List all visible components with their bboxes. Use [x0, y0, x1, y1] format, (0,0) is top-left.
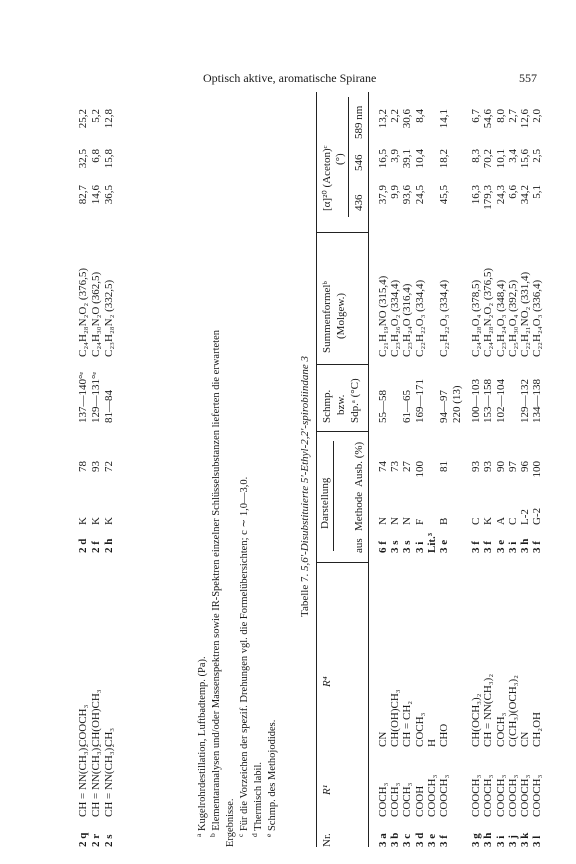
cell-r4: COCH₃ — [413, 712, 426, 747]
cell-nr: 3 e — [425, 833, 438, 847]
cell-schmp: 94—97 — [438, 390, 450, 423]
cell-aus: 3 i — [506, 541, 519, 553]
cell-nr: 3 g — [470, 833, 483, 847]
cell-r1: COCH₃ — [377, 782, 389, 817]
cell-r4: CH(OH)CH₃ — [90, 689, 102, 747]
cell-alpha-436: 45,5 — [438, 185, 450, 205]
cell-nr: 3 b — [389, 832, 402, 847]
cell-alpha-546: 6,8 — [90, 149, 102, 163]
cell-r1: COCH₃ — [389, 782, 402, 817]
alpha-rule — [348, 97, 349, 217]
cell-ausb: 96 — [519, 461, 531, 472]
footnote-c: $^c$ Für die Vorzeichen der spezif. Drehungen vgl. die Formelübersichten; c ∼ 1,0—3,0. — [236, 476, 250, 837]
cell-aus: 6 f — [377, 541, 389, 553]
cell-alpha-589: 2,2 — [389, 109, 402, 123]
header-schmp-2: bzw. — [335, 394, 347, 415]
cell-alpha-546: 3,4 — [506, 149, 519, 163]
cell-r1: COOH — [413, 785, 426, 817]
cell-aus: 3 e — [438, 539, 450, 553]
cell-nr: 3 c — [401, 833, 414, 847]
cell-schmp: 153—158 — [482, 379, 495, 423]
cell-r1: COOCH₃ — [438, 774, 450, 817]
cell-aus: 3 f — [470, 541, 483, 553]
cell-aus: 3 s — [401, 540, 414, 553]
cell-r1: COOCH₃ — [470, 774, 483, 817]
cell-methode: N — [389, 517, 402, 525]
cell-alpha-436: 179,3 — [482, 185, 495, 210]
cell-alpha-436: 5,1 — [531, 185, 544, 199]
table-caption-title: 5,6'-Disubstituierte 5'-Ethyl-2,2'-spirobiindane 3 — [299, 356, 311, 572]
cell-alpha-436: 82,7 — [77, 185, 89, 205]
cell-alpha-436: 93,6 — [401, 185, 414, 205]
header-schmp-3: Sdp.ᵃ (°C) — [349, 378, 361, 423]
cell-alpha-436: 34,2 — [519, 185, 531, 205]
cell-methode: K — [90, 517, 102, 525]
cell-nr: 3 l — [531, 835, 544, 847]
header-formel-2: (Molgew.) — [335, 292, 347, 339]
cell-r4: CH(OH)CH₃ — [389, 689, 402, 747]
cell-r4: CH₂OH — [531, 711, 544, 747]
header-nr: Nr. — [321, 833, 333, 847]
cell-r1: COCH₃ — [401, 782, 414, 817]
cell-formel: C₂₂H₂₄O₃ (336,4) — [531, 279, 544, 357]
cell-nr: 2 s — [103, 834, 115, 847]
table-caption-label: Tabelle 7. — [299, 573, 311, 617]
cell-r1: CH = NN(CH₃)₂ — [103, 743, 115, 817]
cell-r4: CH₃ — [103, 727, 115, 747]
cell-r1: CH = NN(CH₃)₂ — [77, 743, 89, 817]
cell-r1: CH = NN(CH₃)₂ — [90, 743, 102, 817]
cell-aus: Lit.³ — [425, 532, 438, 553]
cell-nr: 3 k — [519, 832, 531, 847]
cell-r4: COCH₃ — [494, 712, 507, 747]
cell-schmp: 61—65 — [401, 390, 414, 423]
cell-schmp: 169—171 — [413, 379, 426, 423]
cell-aus: 3 e — [494, 539, 507, 553]
cell-alpha-436: 36,5 — [103, 185, 115, 205]
cell-methode: N — [401, 517, 414, 525]
cell-formel: C₂₅H₃₀O₄ (392,5) — [506, 279, 519, 357]
cell-r4: CH = CH₂ — [401, 700, 414, 747]
header-589: 589 nm — [353, 105, 365, 139]
page-body-landscape — [72, 92, 544, 847]
header-alpha: [α]²⁰ (Aceton)ᶜ — [321, 145, 333, 211]
cell-r4: C(CH₃)(OCH₃)₂ — [506, 675, 519, 747]
cell-alpha-589: 6,7 — [470, 109, 483, 123]
cell-methode: K — [77, 517, 89, 525]
header-formel-1: Summenformelᵇ — [321, 281, 333, 353]
footnote-d: $^d$ Thermisch labil. — [250, 761, 264, 837]
cell-alpha-589: 8,0 — [494, 109, 507, 123]
cell-methode: K — [482, 517, 495, 525]
cell-aus: 3 s — [389, 540, 402, 553]
header-ausb: Ausb. (%) — [353, 441, 365, 487]
cell-ausb: 97 — [506, 461, 519, 472]
cell-alpha-546: 16,5 — [377, 149, 389, 169]
cell-ausb: 74 — [377, 461, 389, 472]
cell-ausb: 73 — [389, 461, 402, 472]
cell-alpha-589: 12,6 — [519, 109, 531, 129]
cell-alpha-546: 3,9 — [389, 149, 402, 163]
cell-formel: C₂₃H₂₈N₂ (332,5) — [103, 279, 115, 357]
cell-alpha-589: 2,7 — [506, 109, 519, 123]
cell-r4: CN — [519, 731, 531, 747]
cell-alpha-546: 8,3 — [470, 149, 483, 163]
cell-schmp-secondary: 220 (13) — [451, 385, 463, 423]
footnote-a: $^a$ Kugelrohrdestillation, Luftbadtemp. (Pa). — [194, 656, 208, 837]
page-number: 557 — [519, 71, 537, 85]
col-sep-3 — [316, 364, 368, 365]
cell-alpha-589: 54,6 — [482, 109, 495, 129]
cell-nr: 3 i — [494, 835, 507, 847]
cell-formel: C₂₄H₂₈O₄ (378,5) — [470, 279, 483, 357]
cell-methode: N — [377, 517, 389, 525]
table-caption — [300, 356, 311, 617]
header-r4: R⁴ — [321, 676, 333, 687]
cell-ausb: 81 — [438, 461, 450, 472]
cell-r4: H — [425, 739, 438, 747]
cell-nr: 3 f — [438, 835, 450, 847]
cell-r1: COOCH₃ — [425, 774, 438, 817]
cell-r1: COOCH₃ — [531, 774, 544, 817]
cell-ausb: 78 — [77, 461, 89, 472]
cell-alpha-546: 10,4 — [413, 149, 426, 169]
cell-ausb: 93 — [482, 461, 495, 472]
cell-alpha-546: 15,8 — [103, 149, 115, 169]
cell-schmp: 81—84 — [103, 390, 115, 423]
footnote-b-continued: Ergebnisse. — [225, 798, 236, 847]
cell-methode: C — [470, 517, 483, 525]
header-r1: R¹ — [321, 784, 333, 795]
cell-aus: 2 h — [103, 538, 115, 553]
cell-formel: C₂₄H₂₈N₂O₂ (376,5) — [77, 267, 89, 357]
cell-r4: CHO — [438, 723, 450, 747]
darstellung-rule — [333, 441, 334, 551]
cell-alpha-589: 12,8 — [103, 109, 115, 129]
cell-ausb: 72 — [103, 461, 115, 472]
cell-alpha-589: 14,1 — [438, 109, 450, 129]
cell-methode: K — [103, 517, 115, 525]
cell-alpha-436: 37,9 — [377, 185, 389, 205]
footnote-e: $^e$ Schmp. des Methojodides. — [264, 719, 278, 837]
cell-alpha-546: 2,5 — [531, 149, 544, 163]
cell-alpha-589: 13,2 — [377, 109, 389, 129]
cell-r4: CH(OCH₃)₂ — [470, 693, 483, 747]
cell-alpha-546: 32,5 — [77, 149, 89, 169]
running-head — [0, 0, 576, 90]
cell-nr: 2 r — [90, 833, 102, 847]
cell-alpha-546: 18,2 — [438, 149, 450, 169]
cell-formel: C₂₃H₂₄O (316,4) — [401, 283, 414, 357]
cell-r4: CN — [377, 731, 389, 747]
cell-alpha-546: 39,1 — [401, 149, 414, 169]
cell-nr: 3 d — [413, 832, 426, 847]
cell-ausb: 93 — [90, 461, 102, 472]
table-top-rule — [316, 92, 317, 847]
cell-methode: G-2 — [531, 507, 544, 525]
cell-formel: C₂₂H₂₂O₃ (334,4) — [438, 279, 450, 357]
cell-ausb: 27 — [401, 461, 414, 472]
cell-schmp: 102—104 — [494, 379, 507, 423]
cell-schmp: 100—103 — [470, 379, 483, 423]
header-methode: Methode — [353, 491, 365, 531]
col-sep-4 — [316, 232, 368, 233]
cell-alpha-436: 6,6 — [506, 185, 519, 199]
cell-aus: 2 f — [90, 541, 102, 553]
cell-alpha-436: 24,3 — [494, 185, 507, 205]
header-aus: aus — [353, 538, 365, 553]
table-header-rule — [368, 92, 369, 847]
header-alpha-unit: (°) — [334, 153, 346, 165]
cell-schmp: 134—138 — [531, 379, 544, 423]
cell-r4: CH = NN(CH₃)₂ — [482, 673, 495, 747]
cell-schmp: 137—140°ᵉ — [77, 371, 89, 423]
cell-methode: B — [438, 517, 450, 525]
col-sep-1 — [316, 562, 368, 563]
cell-aus: 3 h — [519, 538, 531, 553]
header-schmp-1: Schmp. — [321, 389, 333, 423]
cell-formel: C₂₄H₂₈N₂O₂ (376,5) — [482, 267, 495, 357]
cell-aus: 3 f — [531, 541, 544, 553]
cell-alpha-436: 14,6 — [90, 185, 102, 205]
cell-r1: COOCH₃ — [506, 774, 519, 817]
cell-alpha-589: 25,2 — [77, 109, 89, 129]
cell-alpha-436: 16,3 — [470, 185, 483, 205]
cell-schmp: 55—58 — [377, 390, 389, 423]
cell-formel: C₂₂H₂₂O₃ (334,4) — [413, 279, 426, 357]
cell-formel: C₂₃H₂₄O₃ (348,4) — [494, 279, 507, 357]
cell-formel: C₂₁H₁₉NO (315,4) — [377, 275, 389, 357]
cell-aus: 2 d — [77, 538, 89, 553]
cell-alpha-589: 8,4 — [413, 109, 426, 123]
cell-nr: 3 h — [482, 832, 495, 847]
rotated-page-body — [72, 92, 544, 847]
cell-schmp: 129—131°ᵉ — [90, 371, 102, 423]
cell-ausb: 93 — [470, 461, 483, 472]
cell-ausb: 100 — [413, 461, 426, 478]
cell-nr: 3 a — [377, 833, 389, 847]
cell-aus: 3 i — [413, 541, 426, 553]
cell-nr: 2 q — [77, 832, 89, 847]
cell-ausb: 100 — [531, 461, 544, 478]
cell-methode: L-2 — [519, 509, 531, 525]
cell-r1: COOCH₃ — [494, 774, 507, 817]
cell-aus: 3 f — [482, 541, 495, 553]
cell-formel: C₂₄H₃₀N₂O (362,5) — [90, 271, 102, 357]
cell-schmp: 129—132 — [519, 379, 531, 423]
cell-methode: F — [413, 518, 426, 525]
cell-alpha-436: 24,5 — [413, 185, 426, 205]
cell-ausb: 90 — [494, 461, 507, 472]
cell-alpha-546: 15,6 — [519, 149, 531, 169]
cell-alpha-546: 10,1 — [494, 149, 507, 169]
cell-alpha-436: 9,9 — [389, 185, 402, 199]
header-546: 546 — [353, 154, 365, 171]
cell-r1: COOCH₃ — [482, 774, 495, 817]
cell-alpha-589: 5,2 — [90, 109, 102, 123]
cell-methode: C — [506, 517, 519, 525]
header-436: 436 — [353, 194, 365, 211]
cell-nr: 3 j — [506, 835, 519, 847]
header-darstellung: Darstellung — [319, 477, 331, 529]
footnote-b: $^b$ Elementaranalysen und/oder Massenspektren sowie IR-Spektren einzelner Schlüsselsubstanzen lieferten die erwarteten — [208, 330, 222, 837]
cell-alpha-589: 2,0 — [531, 109, 544, 123]
cell-alpha-546: 70,2 — [482, 149, 495, 169]
cell-r1: COOCH₃ — [519, 774, 531, 817]
col-sep-2 — [316, 431, 368, 432]
cell-alpha-589: 30,6 — [401, 109, 414, 129]
cell-formel: C₂₂H₂₁NO₂ (331,4) — [519, 271, 531, 357]
cell-methode: A — [494, 517, 507, 525]
running-head-title: Optisch aktive, aromatische Spirane — [203, 71, 377, 85]
cell-formel: C₂₃H₂₆O₂ (334,4) — [389, 279, 402, 357]
cell-r4: COOCH₃ — [77, 704, 89, 747]
